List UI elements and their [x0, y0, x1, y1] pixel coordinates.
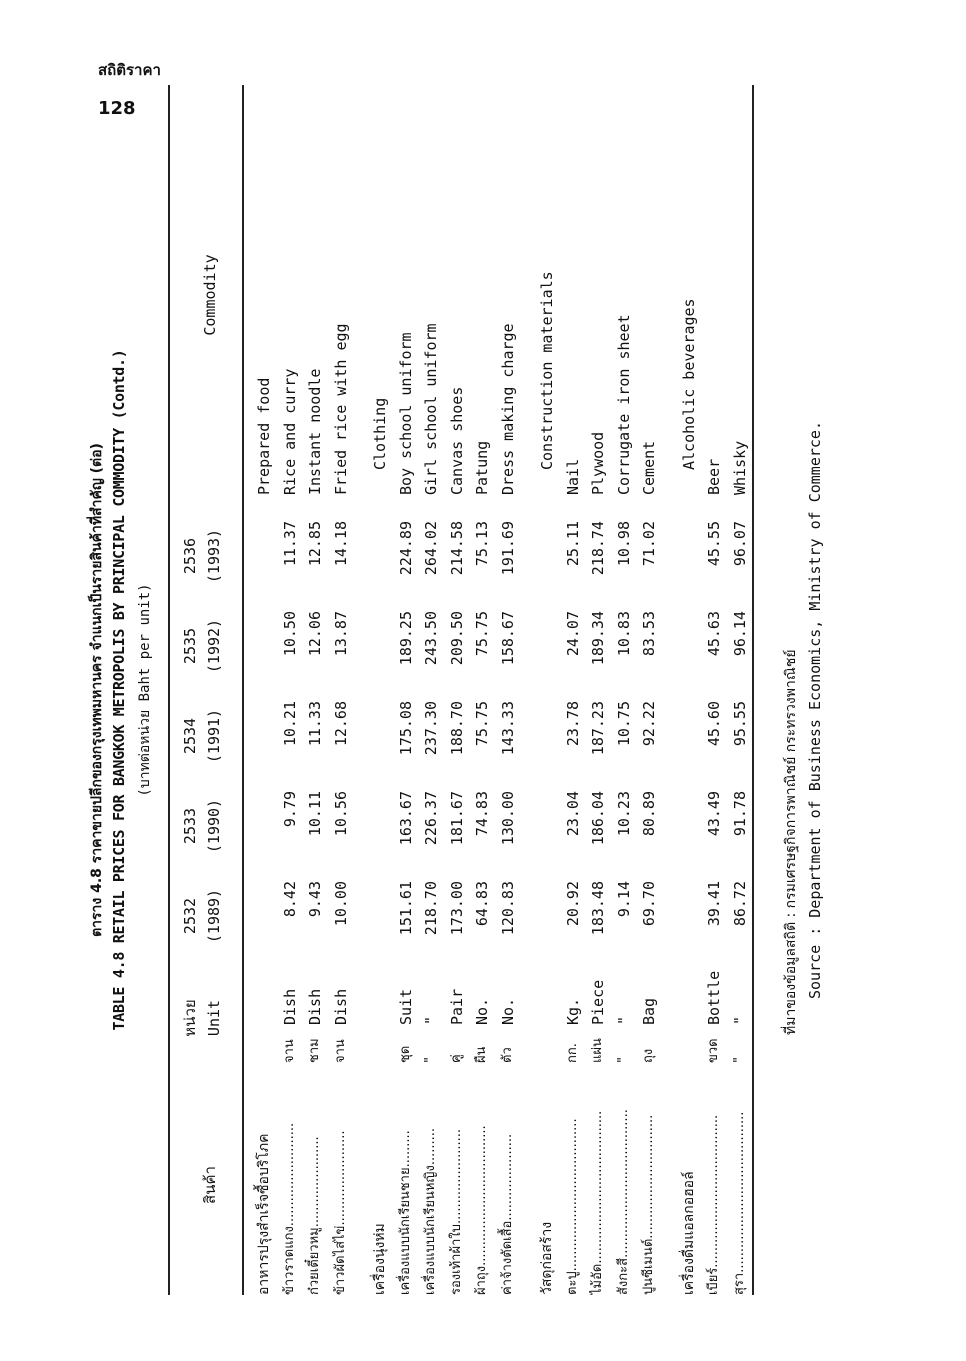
row-commodity-english: Plywood	[589, 431, 607, 495]
col-item-thai: สินค้า	[201, 1166, 219, 1204]
row-commodity-english: Instant noodle	[306, 368, 324, 495]
row-item-thai: ปูนซีเมนต์..............................	[641, 1114, 656, 1295]
row-value: 12.06	[306, 611, 324, 657]
row-value: 214.58	[447, 521, 466, 576]
row-item-thai: ตะปู.....................................	[564, 1118, 580, 1295]
row-value: 23.78	[563, 701, 582, 747]
row-item-thai: สังกะสี....................................	[615, 1109, 631, 1295]
row-value: 8.42	[280, 881, 299, 918]
col-year-4	[178, 611, 226, 681]
year-be: 2535	[181, 627, 199, 665]
row-commodity-english: Rice and curry	[280, 368, 299, 495]
row-value: 120.83	[498, 881, 517, 936]
row-value: 10.50	[280, 611, 299, 657]
row-value: 71.02	[640, 521, 658, 567]
row-commodity-english: Canvas shoes	[447, 386, 466, 495]
row-value: 45.55	[705, 521, 723, 567]
row-commodity-english: Whisky	[730, 440, 749, 495]
row-value: 20.92	[563, 881, 582, 927]
section-heading-thai: เครื่องนุ่งห่ม	[372, 1223, 388, 1295]
row-value: 187.23	[589, 701, 607, 756]
row-value: 181.67	[447, 791, 466, 846]
col-commodity: Commodity	[201, 254, 219, 336]
row-value: 173.00	[447, 881, 466, 936]
row-unit-thai: ชาม	[307, 1038, 322, 1063]
year-be: 2532	[181, 897, 199, 935]
table-title-english: TABLE 4.8 RETAIL PRICES FOR BANGKOK METROPOLIS BY PRINCIPAL COMMODITY (Contd.)	[110, 349, 128, 1031]
row-unit-thai: ผืน	[474, 1046, 489, 1063]
row-unit-thai: "	[731, 1057, 747, 1063]
row-value: 14.18	[331, 521, 350, 567]
bottom-rule	[752, 85, 754, 1295]
row-value: 189.25	[396, 611, 415, 666]
row-value: 10.11	[306, 791, 324, 837]
row-value: 264.02	[422, 521, 440, 576]
row-unit-eng: Suit	[396, 988, 415, 1025]
row-value: 91.78	[730, 791, 749, 837]
year-ad: (1991)	[205, 708, 223, 764]
row-value: 45.63	[705, 611, 723, 657]
col-unit	[178, 973, 226, 1063]
section-heading-english: Prepared food	[255, 377, 273, 495]
row-value: 13.87	[331, 611, 350, 657]
row-value: 158.67	[498, 611, 517, 666]
row-value: 11.37	[280, 521, 299, 567]
row-item-thai: ผ้าถุง..................................	[474, 1125, 489, 1295]
row-item-thai: เครื่องแบบนักเรียนหญิง.........	[423, 1127, 438, 1295]
section-heading-thai: วัสดุก่อสร้าง	[539, 1221, 555, 1295]
row-value: 24.07	[563, 611, 582, 657]
section-heading-thai: เครื่องดื่มแอลกอฮอล์	[680, 1171, 697, 1295]
row-unit-thai: ชุด	[397, 1045, 413, 1063]
col-year-2	[178, 791, 226, 861]
row-value: 237.30	[422, 701, 440, 756]
row-unit-eng: Bag	[640, 997, 658, 1025]
table-title-thai: ตาราง 4.8 ราคาขายปลีกของกรุงเทพมหานคร จำแนกเป็นรายสินค้าที่สำคัญ (ต่อ)	[89, 443, 105, 937]
year-be: 2533	[181, 807, 199, 845]
row-value: 45.60	[705, 701, 723, 747]
row-value: 75.75	[473, 611, 491, 657]
year-ad: (1993)	[205, 528, 223, 584]
row-value: 96.14	[730, 611, 749, 657]
row-value: 186.04	[589, 791, 607, 846]
row-value: 25.11	[563, 521, 582, 567]
row-commodity-english: Corrugate iron sheet	[614, 314, 633, 495]
row-item-thai: รองเท้าผ้าใบ.......................	[448, 1128, 464, 1295]
rotated-table	[80, 65, 870, 1315]
row-value: 43.49	[705, 791, 723, 837]
row-value: 86.72	[730, 881, 749, 927]
row-value: 10.23	[614, 791, 633, 837]
row-unit-thai: จาน	[281, 1039, 297, 1063]
row-commodity-english: Fried rice with egg	[331, 323, 350, 495]
row-unit-thai: ถุง	[641, 1048, 656, 1063]
row-value: 226.37	[422, 791, 440, 846]
row-value: 74.83	[473, 791, 491, 837]
row-value: 9.79	[280, 791, 299, 828]
row-value: 143.33	[498, 701, 517, 756]
row-value: 10.00	[331, 881, 350, 927]
row-unit-thai: ตัว	[499, 1047, 515, 1063]
row-item-thai: ข้าวผัดไส่ไข่.......................	[332, 1130, 348, 1295]
row-item-thai: เครื่องแบบนักเรียนชาย.........	[397, 1130, 413, 1295]
row-commodity-english: Boy school uniform	[396, 332, 415, 495]
row-value: 175.08	[396, 701, 415, 756]
row-value: 188.70	[447, 701, 466, 756]
row-value: 96.07	[730, 521, 749, 567]
row-value: 191.69	[498, 521, 517, 576]
source-english: Source : Department of Business Economics, Ministry of Commerce.	[806, 421, 824, 999]
row-value: 23.04	[563, 791, 582, 837]
row-value: 189.34	[589, 611, 607, 666]
row-unit-eng: Kg.	[563, 997, 582, 1025]
row-value: 39.41	[705, 881, 723, 927]
row-unit-thai: กก.	[564, 1043, 580, 1063]
row-value: 69.70	[640, 881, 658, 927]
row-item-thai: เบียร์.....................................	[706, 1114, 721, 1295]
row-value: 75.75	[473, 701, 491, 747]
row-value: 9.14	[614, 881, 633, 918]
row-value: 9.43	[306, 881, 324, 918]
year-be: 2536	[181, 537, 199, 575]
row-value: 80.89	[640, 791, 658, 837]
row-unit-thai: "	[615, 1057, 631, 1063]
row-item-thai: ข้าวราดแกง.........................	[281, 1122, 297, 1295]
col-unit-eng: Unit	[205, 999, 223, 1037]
row-value: 11.33	[306, 701, 324, 747]
header-thai: สถิติราคา	[98, 61, 161, 79]
row-value: 92.22	[640, 701, 658, 747]
row-item-thai: สุรา.......................................	[731, 1111, 747, 1295]
year-be: 2534	[181, 717, 199, 755]
source-thai: ที่มาของข้อมูลสถิติ : กรมเศรษฐกิจการพาณิชย์ กระทรวงพาณิชย์	[783, 649, 799, 1035]
col-year-5	[178, 521, 226, 591]
row-unit-thai: ขวด	[706, 1038, 721, 1063]
row-commodity-english: Nail	[563, 458, 582, 495]
section-heading-english: Alcoholic beverages	[679, 298, 698, 470]
year-ad: (1990)	[205, 798, 223, 854]
row-value: 163.67	[396, 791, 415, 846]
row-unit-eng: "	[614, 1015, 633, 1025]
section-heading-thai: อาหารปรุงสำเร็จซื้อบริโภค	[256, 1133, 272, 1295]
row-commodity-english: Cement	[640, 440, 658, 495]
row-commodity-english: Girl school uniform	[422, 323, 440, 495]
top-rule	[168, 85, 170, 1295]
year-ad: (1992)	[205, 618, 223, 674]
row-unit-eng: "	[730, 1015, 749, 1025]
row-value: 183.48	[589, 881, 607, 936]
header-rule	[242, 85, 244, 1295]
row-unit-thai: จาน	[332, 1039, 348, 1063]
row-value: 10.56	[331, 791, 350, 837]
row-unit-thai: แผ่น	[590, 1038, 605, 1063]
row-unit-eng: Piece	[589, 979, 607, 1025]
row-value: 10.83	[614, 611, 633, 657]
row-value: 64.83	[473, 881, 491, 927]
section-heading-english: Clothing	[371, 397, 389, 470]
section-heading-english: Construction materials	[538, 271, 556, 470]
row-value: 10.21	[280, 701, 299, 747]
row-unit-eng: "	[422, 1015, 440, 1025]
row-value: 151.61	[396, 881, 415, 936]
row-value: 130.00	[498, 791, 517, 846]
row-value: 12.68	[331, 701, 350, 747]
row-unit-eng: No.	[473, 997, 491, 1025]
year-ad: (1989)	[205, 888, 223, 944]
row-unit-eng: Bottle	[705, 970, 723, 1025]
row-value: 243.50	[422, 611, 440, 666]
row-unit-eng: Dish	[331, 988, 350, 1025]
row-value: 75.13	[473, 521, 491, 567]
row-commodity-english: Patung	[473, 440, 491, 495]
row-commodity-english: Beer	[705, 458, 723, 495]
row-item-thai: ก๋วยเตี๋ยวหมู......................	[307, 1136, 322, 1295]
row-unit-eng: No.	[498, 997, 517, 1025]
row-value: 218.74	[589, 521, 607, 576]
row-unit-thai: คู่	[448, 1054, 464, 1063]
row-value: 10.75	[614, 701, 633, 747]
page-number: 128	[98, 98, 136, 119]
row-value: 83.53	[640, 611, 658, 657]
col-year-1	[178, 881, 226, 951]
row-item-thai: ไม้อัด.....................................	[590, 1110, 605, 1295]
row-value: 95.55	[730, 701, 749, 747]
row-unit-eng: Dish	[306, 988, 324, 1025]
row-item-thai: ค่าจ้างตัดเสื้อ.....................	[499, 1133, 515, 1295]
col-year-3	[178, 701, 226, 771]
row-value: 12.85	[306, 521, 324, 567]
row-unit-eng: Dish	[280, 988, 299, 1025]
row-value: 218.70	[422, 881, 440, 936]
col-unit-thai: หน่วย	[181, 999, 199, 1037]
row-commodity-english: Dress making charge	[498, 323, 517, 495]
row-value: 209.50	[447, 611, 466, 666]
table-unit-note: (บาทต่อหน่วย Baht per unit)	[137, 583, 153, 797]
row-value: 10.98	[614, 521, 633, 567]
row-unit-thai: "	[423, 1057, 438, 1063]
row-value: 224.89	[396, 521, 415, 576]
row-unit-eng: Pair	[447, 988, 466, 1025]
